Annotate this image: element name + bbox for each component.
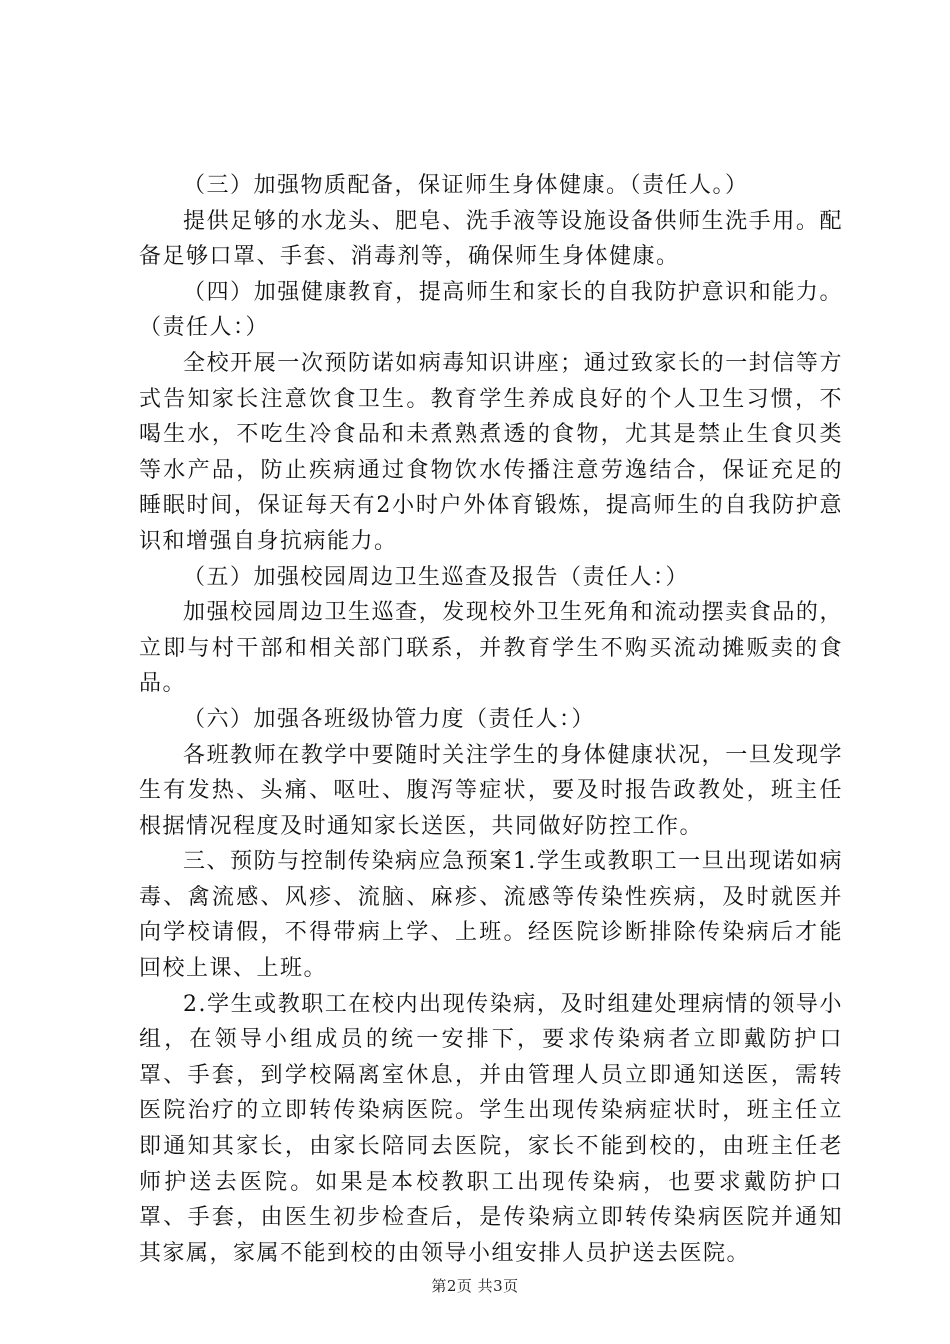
page-number-footer: 第2页 共3页 bbox=[431, 1277, 519, 1295]
body-paragraph: 全校开展一次预防诺如病毒知识讲座；通过致家长的一封信等方式告知家长注意饮食卫生。教育学生养成良好的个人卫生习惯，不喝生水，不吃生冷食品和未煮熟煮透的食物，尤其是禁止生食贝类等水产品，防止疾病通过食物饮水传播注意劳逸结合，保证充足的睡眠时间，保证每天有2小时户外体育锻炼，提高师生的自我防护意识和增强自身抗病能力。 bbox=[139, 350, 843, 554]
section-heading-4: （四）加强健康教育，提高师生和家长的自我防护意识和能力。（责任人：） bbox=[139, 279, 843, 341]
section-three-paragraph: 三、预防与控制传染病应急预案1.学生或教职工一旦出现诺如病毒、禽流感、风疹、流脑、麻疹、流感等传染性疾病，及时就医并向学校请假，不得带病上学、上班。经医院诊断排除传染病后才能回校上课、上班。 bbox=[139, 849, 843, 982]
body-paragraph: 加强校园周边卫生巡查，发现校外卫生死角和流动摆卖食品的，立即与村干部和相关部门联系，并教育学生不购买流动摊贩卖的食品。 bbox=[139, 600, 843, 697]
body-paragraph: 2.学生或教职工在校内出现传染病，及时组建处理病情的领导小组，在领导小组成员的统一安排下，要求传染病者立即戴防护口罩、手套，到学校隔离室休息，并由管理人员立即通知送医，需转医院治疗的立即转传染病医院。学生出现传染病症状时，班主任立即通知其家长，由家长陪同去医院，家长不能到校的，由班主任老师护送去医院。如果是本校教职工出现传染病，也要求戴防护口罩、手套，由医生初步检查后，是传染病立即转传染病医院并通知其家属，家属不能到校的由领导小组安排人员护送去医院。 bbox=[139, 991, 843, 1266]
section-heading-5: （五）加强校园周边卫生巡查及报告（责任人：） bbox=[183, 564, 690, 590]
body-paragraph: 提供足够的水龙头、肥皂、洗手液等设施设备供师生洗手用。配备足够口罩、手套、消毒剂等，确保师生身体健康。 bbox=[139, 208, 843, 270]
section-heading-3: （三）加强物质配备，保证师生身体健康。（责任人。） bbox=[183, 173, 749, 198]
section-heading-6: （六）加强各班级协管力度（责任人：） bbox=[183, 706, 596, 732]
document-body bbox=[139, 168, 843, 1271]
body-paragraph: 各班教师在教学中要随时关注学生的身体健康状况，一旦发现学生有发热、头痛、呕吐、腹泻等症状，要及时报告政教处，班主任根据情况程度及时通知家长送医，共同做好防控工作。 bbox=[139, 742, 843, 839]
